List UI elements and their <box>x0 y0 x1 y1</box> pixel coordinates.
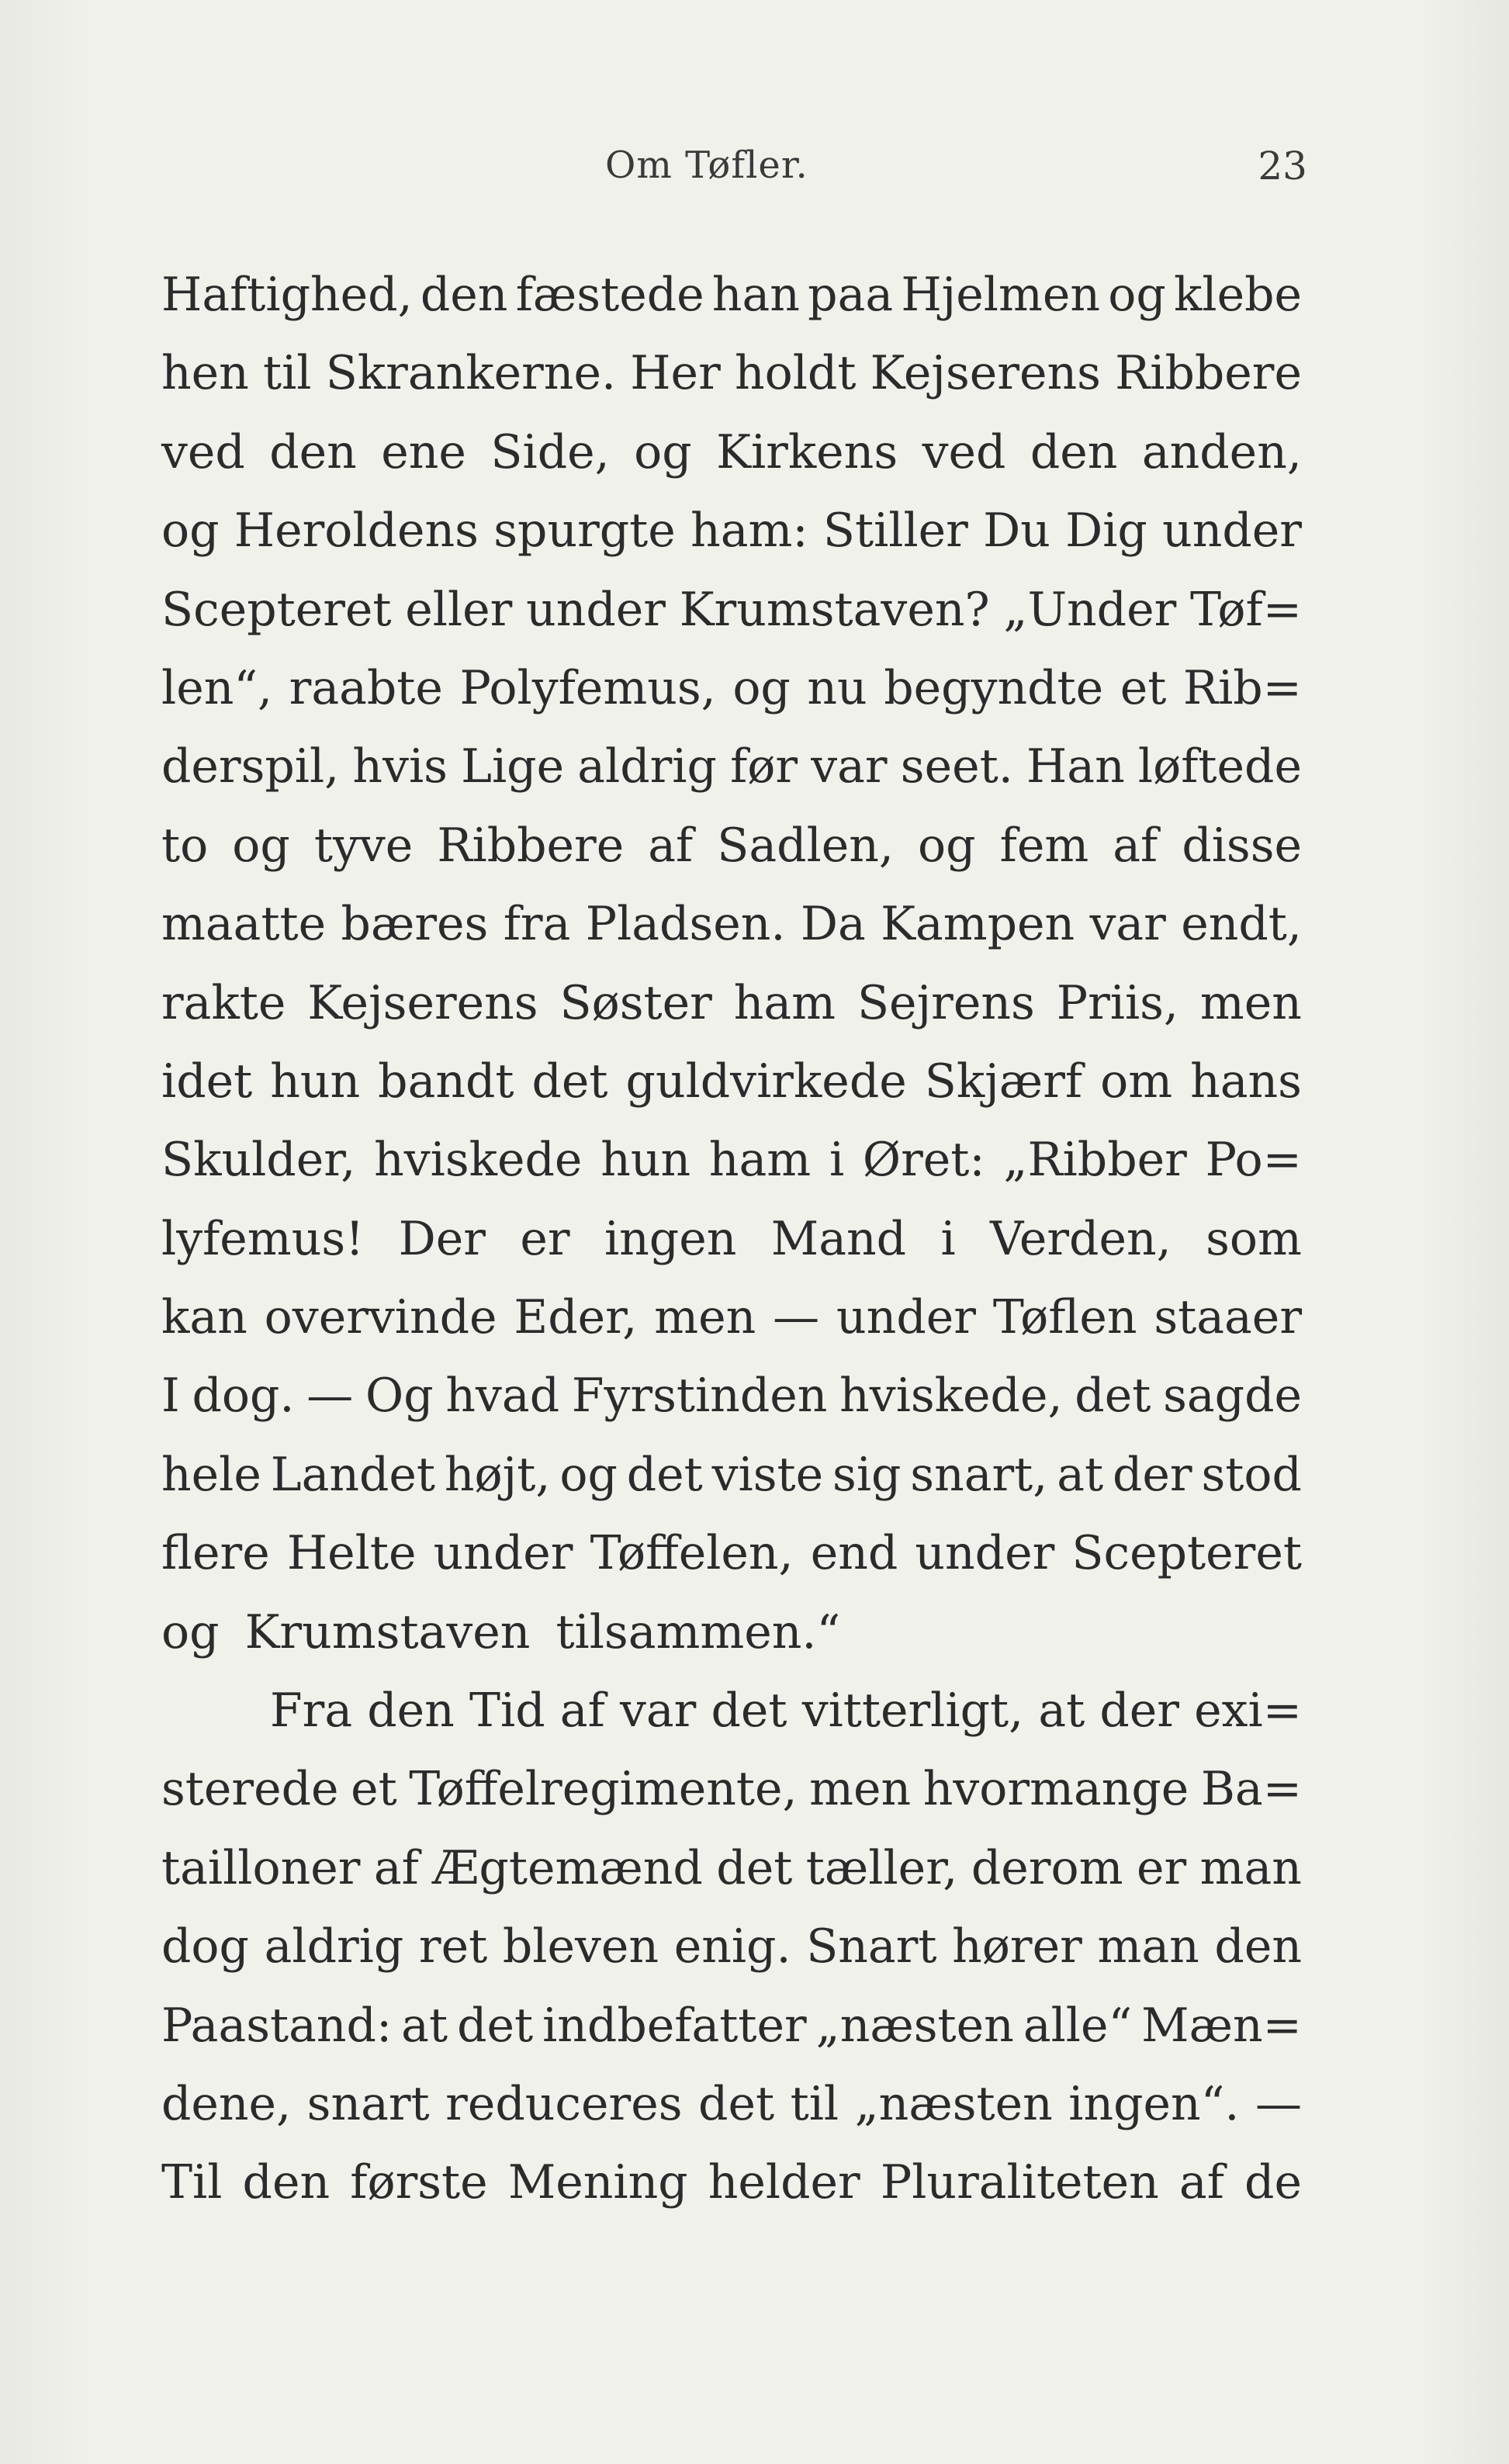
word: Fyrstinden <box>571 1369 828 1424</box>
word: dog <box>161 1919 249 1974</box>
word: højt, <box>444 1447 551 1502</box>
word: Ægtemænd <box>432 1840 703 1895</box>
word: Tid <box>469 1684 545 1739</box>
word: — <box>1255 2076 1302 2131</box>
word: og <box>559 1447 618 1502</box>
word: men <box>1199 975 1302 1030</box>
word: og <box>732 660 791 715</box>
word: de <box>1244 2155 1302 2210</box>
text-line <box>161 256 1302 334</box>
word: Kejserens <box>870 346 1101 401</box>
text-line <box>161 334 1302 413</box>
word: og <box>634 424 692 479</box>
word: Han <box>1026 739 1125 794</box>
word: under <box>526 582 666 637</box>
word: det <box>698 2076 775 2131</box>
word: og <box>918 818 976 873</box>
word: overvinde <box>264 1290 497 1345</box>
text-line <box>161 1436 1302 1514</box>
word: maatte <box>161 897 327 952</box>
word: Tøffelen, <box>590 1526 794 1581</box>
word: spurgte <box>493 504 676 559</box>
word: rakte <box>161 975 286 1030</box>
word: ingen“. <box>1068 2076 1240 2131</box>
text-line <box>161 571 1302 649</box>
word: det <box>711 1684 787 1739</box>
word: bleven <box>502 1919 659 1974</box>
text-line <box>161 1043 1302 1121</box>
word: et <box>1120 660 1167 715</box>
page-header <box>0 144 1509 198</box>
page-number: 23 <box>1258 144 1307 189</box>
word: men <box>654 1290 756 1345</box>
word: Stiller <box>822 504 968 559</box>
word: Her <box>630 346 721 401</box>
word: hører <box>952 1919 1082 1974</box>
text-line: og Krumstaven tilsammen.“ <box>161 1604 841 1659</box>
word: Ba= <box>1200 1762 1302 1817</box>
word: den <box>1030 424 1118 479</box>
word: ham: <box>690 504 808 559</box>
word: snart, <box>910 1447 1048 1502</box>
word: om <box>1100 1054 1173 1109</box>
word: under <box>836 1290 976 1345</box>
word: indbefatter <box>542 1998 807 2053</box>
text-line <box>161 1829 1302 1908</box>
word: ret <box>418 1919 488 1974</box>
word: snart <box>306 2076 430 2131</box>
word: — <box>306 1369 354 1424</box>
word: Pladsen. <box>585 897 786 952</box>
word: end <box>810 1526 898 1581</box>
word: Dig <box>1065 504 1147 559</box>
word: af <box>1113 818 1158 873</box>
word: klebe <box>1174 268 1302 322</box>
word: i <box>940 1211 956 1266</box>
word: den <box>269 424 357 479</box>
word: to <box>161 818 209 873</box>
word: aldrig <box>264 1919 404 1974</box>
word: til <box>790 2076 839 2131</box>
word: af <box>559 1684 605 1739</box>
word: hvis <box>352 739 448 794</box>
word: til <box>263 346 312 401</box>
word: at <box>1038 1684 1085 1739</box>
word: stod <box>1201 1447 1302 1502</box>
word: Heroldens <box>234 504 479 559</box>
word: det <box>626 1447 703 1502</box>
word: nu <box>807 660 867 715</box>
word: viste <box>711 1447 824 1502</box>
word: ham <box>733 975 836 1030</box>
word: den <box>242 2155 331 2210</box>
word: Scepteret <box>1071 1526 1302 1581</box>
word: enig. <box>673 1919 791 1974</box>
word: fem <box>999 818 1089 873</box>
word: det <box>716 1840 793 1895</box>
word: taillоner <box>161 1840 361 1895</box>
word: han <box>711 268 800 322</box>
word: ved <box>161 424 245 479</box>
word: endt, <box>1181 897 1302 952</box>
word: „Ribber <box>1003 1133 1187 1188</box>
word: er <box>520 1211 570 1266</box>
text-line <box>161 1279 1302 1357</box>
word: Tøffelregimente, <box>409 1762 798 1817</box>
word: det <box>1075 1369 1151 1424</box>
word: Mening <box>507 2155 688 2210</box>
word: idet <box>161 1054 253 1109</box>
word: tæller, <box>805 1840 958 1895</box>
word: af <box>373 1840 419 1895</box>
word: staaer <box>1154 1290 1302 1345</box>
word: Haftighed, <box>161 268 413 322</box>
text-line <box>161 1200 1302 1279</box>
word: Ribbere <box>437 818 625 873</box>
word: derspil, <box>161 739 340 794</box>
word: „næsten <box>815 1998 1014 2053</box>
word: Tøf= <box>1190 582 1302 637</box>
word: Landet <box>270 1447 436 1502</box>
word: bæres <box>341 897 489 952</box>
word: Skulder, <box>161 1133 356 1188</box>
word: Lige <box>461 739 565 794</box>
word: Du <box>983 504 1050 559</box>
word: lyfemus! <box>161 1211 365 1266</box>
word: sterede <box>161 1762 339 1817</box>
word: Eder, <box>514 1290 638 1345</box>
word: første <box>350 2155 488 2210</box>
word: anden, <box>1141 424 1302 479</box>
word: under <box>1162 504 1302 559</box>
text-line <box>161 807 1302 885</box>
text-line <box>161 1514 1302 1593</box>
word: Fra <box>270 1684 353 1739</box>
word: hvormange <box>922 1762 1189 1817</box>
word: fæstede <box>515 268 704 322</box>
word: „Under <box>1003 582 1177 637</box>
word: hun <box>600 1133 691 1188</box>
text-line <box>161 1357 1302 1435</box>
word: Side, <box>490 424 610 479</box>
word: Paastand: <box>161 1998 393 2053</box>
word: man <box>1199 1840 1302 1895</box>
word: exi= <box>1194 1684 1302 1739</box>
word: under <box>433 1526 573 1581</box>
word: det <box>531 1054 608 1109</box>
word: Pluraliteten <box>880 2155 1159 2210</box>
word: under <box>915 1526 1055 1581</box>
word: Priis, <box>1056 975 1178 1030</box>
word: ingen <box>604 1211 737 1266</box>
word: seet. <box>900 739 1013 794</box>
word: Helte <box>286 1526 417 1581</box>
word: kan <box>161 1290 247 1345</box>
word: disse <box>1182 818 1302 873</box>
word: dene, <box>161 2076 292 2131</box>
word: der <box>1099 1684 1179 1739</box>
word: len“, <box>161 660 273 715</box>
text-line <box>161 1987 1302 2065</box>
word: Ribbere <box>1115 346 1302 401</box>
word: og <box>232 818 290 873</box>
text-line <box>161 885 1302 964</box>
text-line <box>161 1672 1302 1750</box>
word: ham <box>708 1133 812 1188</box>
word: hvad <box>445 1369 560 1424</box>
word: Til <box>161 2155 223 2210</box>
text-line <box>161 1908 1302 1986</box>
word: Scepteret <box>161 582 392 637</box>
word: Søster <box>559 975 712 1030</box>
text-line <box>161 649 1302 728</box>
text-line <box>161 414 1302 492</box>
word: dog. <box>192 1369 295 1424</box>
word: man <box>1097 1919 1199 1974</box>
word: at <box>401 1998 448 2053</box>
word: Rib= <box>1182 660 1302 715</box>
word: Skrankerne. <box>325 346 617 401</box>
word: er <box>1136 1840 1187 1895</box>
word: et <box>351 1762 397 1817</box>
word: Polyfemus, <box>459 660 716 715</box>
word: hun <box>270 1054 361 1109</box>
word: Po= <box>1205 1133 1302 1188</box>
text-line <box>161 492 1302 570</box>
word: det <box>457 1998 534 2053</box>
word: Da <box>800 897 866 952</box>
word: var <box>1089 897 1166 952</box>
word: raabte <box>289 660 443 715</box>
word: og <box>161 504 220 559</box>
word: Skjærf <box>924 1054 1083 1109</box>
word: I <box>161 1369 180 1424</box>
word: hans <box>1190 1054 1302 1109</box>
word: hviskede <box>374 1133 583 1188</box>
word: Tøflen <box>992 1290 1137 1345</box>
word: Mæn= <box>1141 1998 1302 2053</box>
text-line <box>161 728 1302 806</box>
word: guldvirkede <box>625 1054 907 1109</box>
word: der <box>1113 1447 1192 1502</box>
word: begyndte <box>884 660 1104 715</box>
text-line <box>161 1750 1302 1829</box>
word: — <box>773 1290 820 1345</box>
word: holdt <box>734 346 857 401</box>
word: løftede <box>1137 739 1302 794</box>
body-text <box>161 256 1302 2223</box>
word: Sejrens <box>857 975 1035 1030</box>
word: paa <box>808 268 894 322</box>
word: Verden, <box>990 1211 1172 1266</box>
word: Kampen <box>881 897 1075 952</box>
word: i <box>829 1133 845 1188</box>
word: derom <box>971 1840 1123 1895</box>
word: den <box>1214 1919 1302 1974</box>
word: Øret: <box>862 1133 985 1188</box>
word: hen <box>161 346 249 401</box>
word: Og <box>365 1369 434 1424</box>
word: flere <box>161 1526 270 1581</box>
word: var <box>619 1684 697 1739</box>
word: men <box>809 1762 912 1817</box>
word: bandt <box>378 1054 514 1109</box>
word: sig <box>832 1447 902 1502</box>
word: Hjelmen <box>901 268 1101 322</box>
word: reduceres <box>445 2076 683 2131</box>
word: før <box>730 739 798 794</box>
word: af <box>1178 2155 1224 2210</box>
word: Mand <box>770 1211 907 1266</box>
word: tyve <box>313 818 414 873</box>
word: Snart <box>806 1919 937 1974</box>
word: at <box>1057 1447 1104 1502</box>
word: vitterligt, <box>801 1684 1024 1739</box>
word: sagde <box>1163 1369 1302 1424</box>
word: og <box>1108 268 1166 322</box>
word: var <box>811 739 888 794</box>
word: Krumstaven? <box>679 582 990 637</box>
word: Der <box>398 1211 486 1266</box>
word: aldrig <box>577 739 717 794</box>
word: den <box>367 1684 455 1739</box>
text-line <box>161 2144 1302 2222</box>
word: Kejserens <box>307 975 538 1030</box>
word: hele <box>161 1447 261 1502</box>
word: den <box>420 268 508 322</box>
text-line <box>161 1121 1302 1199</box>
word: helder <box>708 2155 860 2210</box>
running-head: Om Tøfler. <box>605 144 808 187</box>
word: „næsten <box>854 2076 1053 2131</box>
word: fra <box>503 897 571 952</box>
word: ene <box>381 424 466 479</box>
word: Kirkens <box>716 424 898 479</box>
word: hviskede, <box>839 1369 1063 1424</box>
text-line <box>161 964 1302 1043</box>
word: alle“ <box>1023 1998 1133 2053</box>
word: ved <box>922 424 1006 479</box>
text-line <box>161 2065 1302 2144</box>
word: af <box>648 818 694 873</box>
word: som <box>1206 1211 1302 1266</box>
word: eller <box>405 582 513 637</box>
word: Sadlen, <box>717 818 894 873</box>
